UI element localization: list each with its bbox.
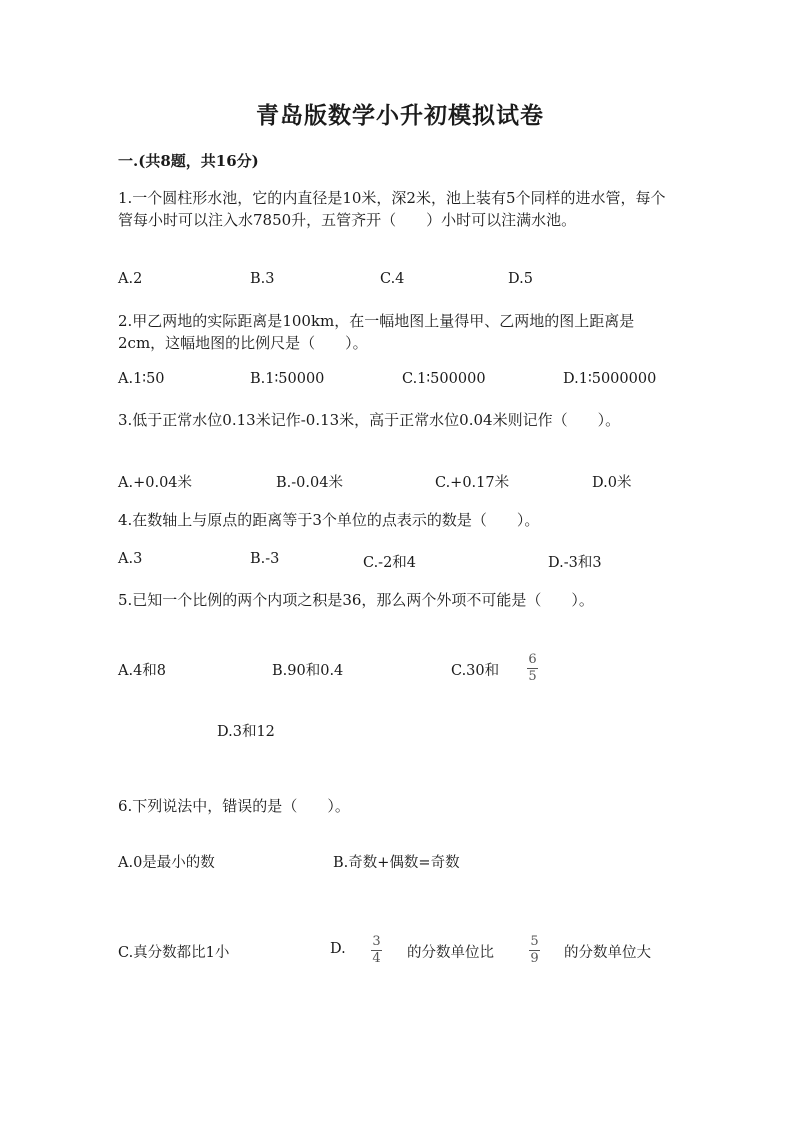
question-4-stem: 4.在数轴上与原点的距离等于3个单位的点表示的数是（ ）。 <box>118 511 540 529</box>
q4-option-a[interactable]: A.3 <box>118 551 143 567</box>
q2-option-a[interactable]: A.1∶50 <box>118 371 165 387</box>
q6-option-d-middle-text: 的分数单位比 <box>407 945 494 961</box>
fraction-numerator: 5 <box>530 934 539 949</box>
page-title: 青岛版数学小升初模拟试卷 <box>256 102 544 129</box>
question-6-stem: 6.下列说法中，错误的是（ ）。 <box>118 797 350 815</box>
fraction-numerator: 3 <box>372 934 381 949</box>
q2-option-b[interactable]: B.1∶50000 <box>250 371 325 387</box>
q6-option-d-end-text: 的分数单位大 <box>564 945 651 961</box>
fraction-denominator: 9 <box>530 951 539 966</box>
q1-option-c[interactable]: C.4 <box>380 271 405 287</box>
q3-option-c[interactable]: C.+0.17米 <box>435 475 510 491</box>
q1-option-d[interactable]: D.5 <box>508 271 533 287</box>
q3-option-a[interactable]: A.+0.04米 <box>118 475 193 491</box>
fraction-numerator: 6 <box>528 652 537 667</box>
q5-option-c-fraction <box>527 653 538 684</box>
question-2-stem: 2.甲乙两地的实际距离是100km，在一幅地图上量得甲、乙两地的图上距离是2cm，这幅地图的比例尺是（ ）。 <box>118 312 635 352</box>
question-5-stem: 5.已知一个比例的两个内项之积是36，那么两个外项不可能是（ ）。 <box>118 591 594 609</box>
q6-option-b[interactable]: B.奇数+偶数=奇数 <box>333 855 460 871</box>
q4-option-d[interactable]: D.-3和3 <box>548 555 602 571</box>
q6-option-d-fraction-1 <box>371 935 382 966</box>
q6-option-c[interactable]: C.真分数都比1小 <box>118 945 230 961</box>
q3-option-b[interactable]: B.-0.04米 <box>276 475 343 491</box>
q6-option-a[interactable]: A.0是最小的数 <box>118 855 215 871</box>
section-heading: 一.(共8题，共16分) <box>118 152 259 170</box>
q1-option-a[interactable]: A.2 <box>118 271 143 287</box>
q6-option-d[interactable]: D. <box>330 941 346 957</box>
fraction-denominator: 4 <box>372 951 381 966</box>
question-1-stem: 1.一个圆柱形水池，它的内直径是10米，深2米，池上装有5个同样的进水管，每个管每小时可以注入水7850升，五管齐开（ ）小时可以注满水池。 <box>118 189 666 229</box>
q1-option-b[interactable]: B.3 <box>250 271 275 287</box>
q2-option-d[interactable]: D.1∶5000000 <box>563 371 657 387</box>
q4-option-b[interactable]: B.-3 <box>250 551 280 567</box>
q5-option-b[interactable]: B.90和0.4 <box>272 663 344 679</box>
q4-option-c[interactable]: C.-2和4 <box>363 555 417 571</box>
q2-option-c[interactable]: C.1∶500000 <box>402 371 486 387</box>
q5-option-d[interactable]: D.3和12 <box>217 724 275 740</box>
question-3-stem: 3.低于正常水位0.13米记作-0.13米，高于正常水位0.04米则记作（ ）。 <box>118 411 621 429</box>
q5-option-a[interactable]: A.4和8 <box>118 663 167 679</box>
fraction-denominator: 5 <box>528 669 537 684</box>
q5-option-c[interactable]: C.30和 <box>451 663 500 679</box>
q3-option-d[interactable]: D.0米 <box>592 475 632 491</box>
q6-option-d-fraction-2 <box>529 935 540 966</box>
